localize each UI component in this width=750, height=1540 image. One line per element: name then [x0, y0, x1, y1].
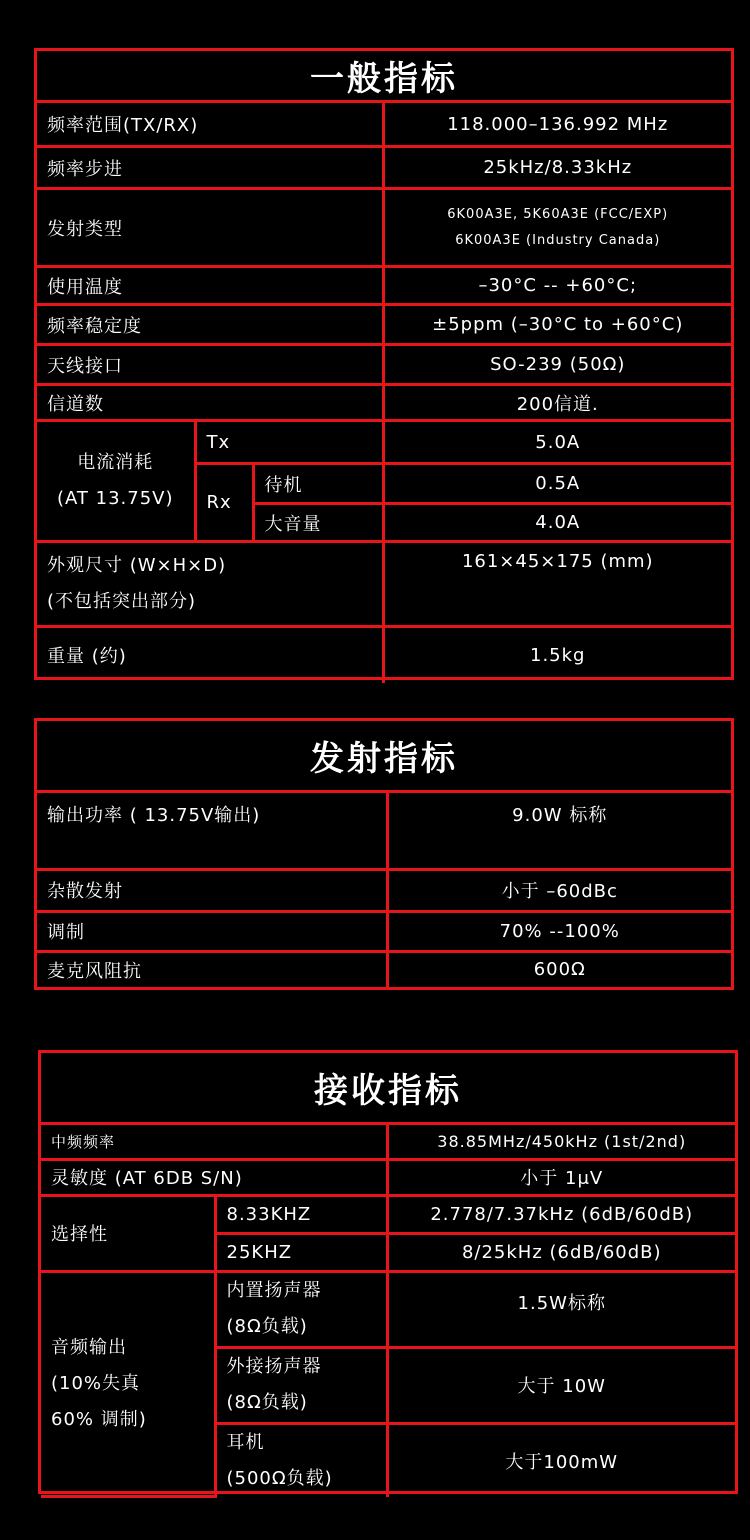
channels-value: 200信道.	[383, 385, 731, 421]
emission-value	[383, 189, 731, 267]
modulation-value: 70% --100%	[387, 911, 731, 951]
stability-value: ±5ppm (–30°C to +60°C)	[383, 305, 731, 345]
current-label-line2: (AT 13.75V)	[56, 488, 174, 509]
dimensions-value: 161×45×175 (mm)	[383, 542, 731, 627]
emission-value-line2: 6K00A3E (Industry Canada)	[455, 232, 661, 248]
selectivity-label: 选择性	[41, 1195, 215, 1271]
audio-external-line2: (8Ω负载)	[226, 1392, 308, 1413]
receive-title: 接收指标	[41, 1053, 735, 1123]
if-value: 38.85MHz/450kHz (1st/2nd)	[387, 1123, 735, 1159]
antenna-value: SO-239 (50Ω)	[383, 345, 731, 385]
current-tx-value: 5.0A	[383, 421, 731, 464]
current-tx-label: Tx	[195, 421, 383, 464]
mic-value: 600Ω	[387, 951, 731, 987]
spurious-value: 小于 –60dBc	[387, 869, 731, 911]
mic-label: 麦克风阻抗	[37, 951, 387, 987]
selectivity-row2-label: 25KHZ	[215, 1233, 387, 1271]
audio-internal-label	[215, 1271, 387, 1347]
current-rx-label: Rx	[195, 464, 253, 542]
audio-internal-value: 1.5W标称	[387, 1271, 735, 1347]
selectivity-row1-label: 8.33KHZ	[215, 1195, 387, 1233]
current-standby-label: 待机	[253, 464, 383, 504]
transmit-spec-table	[34, 718, 734, 990]
freq-range-value: 118.000–136.992 MHz	[383, 102, 731, 147]
receive-spec-table	[38, 1050, 738, 1494]
current-max-value: 4.0A	[383, 504, 731, 542]
dimensions-label	[37, 542, 383, 627]
current-label	[37, 421, 195, 542]
power-value: 9.0W 标称	[387, 791, 731, 869]
audio-label	[41, 1271, 215, 1497]
dimensions-label-line1: 外观尺寸 (W×H×D)	[47, 555, 227, 576]
dimensions-label-line2: (不包括突出部分)	[47, 591, 197, 612]
freq-range-label: 频率范围(TX/RX)	[37, 102, 383, 147]
modulation-label: 调制	[37, 911, 387, 951]
current-standby-value: 0.5A	[383, 464, 731, 504]
general-spec-table	[34, 48, 734, 680]
audio-external-label	[215, 1347, 387, 1423]
audio-earphone-line1: 耳机	[226, 1431, 265, 1453]
antenna-label: 天线接口	[37, 345, 383, 385]
stability-label: 频率稳定度	[37, 305, 383, 345]
if-label: 中频频率	[41, 1123, 387, 1159]
power-label: 输出功率 ( 13.75V输出)	[37, 791, 387, 869]
current-label-line1: 电流消耗	[77, 452, 154, 473]
sensitivity-value: 小于 1μV	[387, 1159, 735, 1195]
emission-value-line1: 6K00A3E, 5K60A3E (FCC/EXP)	[447, 206, 669, 222]
spurious-label: 杂散发射	[37, 869, 387, 911]
audio-earphone-label	[215, 1423, 387, 1497]
audio-label-line3: 60% 调制)	[51, 1408, 147, 1430]
freq-step-label: 频率步进	[37, 147, 383, 189]
selectivity-row2-value: 8/25kHz (6dB/60dB)	[387, 1233, 735, 1271]
audio-external-line1: 外接扬声器	[226, 1356, 322, 1377]
freq-step-value: 25kHz/8.33kHz	[383, 147, 731, 189]
current-max-label: 大音量	[253, 504, 383, 542]
audio-earphone-line2: (500Ω负载)	[226, 1467, 333, 1489]
audio-internal-line1: 内置扬声器	[226, 1280, 322, 1301]
channels-label: 信道数	[37, 385, 383, 421]
weight-label: 重量 (约)	[37, 627, 383, 683]
audio-internal-line2: (8Ω负载)	[226, 1316, 308, 1337]
temp-value: –30°C -- +60°C;	[383, 267, 731, 305]
general-title: 一般指标	[37, 51, 731, 102]
emission-label: 发射类型	[37, 189, 383, 267]
weight-value: 1.5kg	[383, 627, 731, 683]
audio-label-line1: 音频输出	[51, 1336, 127, 1358]
selectivity-row1-value: 2.778/7.37kHz (6dB/60dB)	[387, 1195, 735, 1233]
temp-label: 使用温度	[37, 267, 383, 305]
audio-label-line2: (10%失真	[51, 1372, 141, 1394]
transmit-title: 发射指标	[37, 721, 731, 791]
audio-external-value: 大于 10W	[387, 1347, 735, 1423]
sensitivity-label: 灵敏度 (AT 6DB S/N)	[41, 1159, 387, 1195]
audio-earphone-value: 大于100mW	[387, 1423, 735, 1497]
